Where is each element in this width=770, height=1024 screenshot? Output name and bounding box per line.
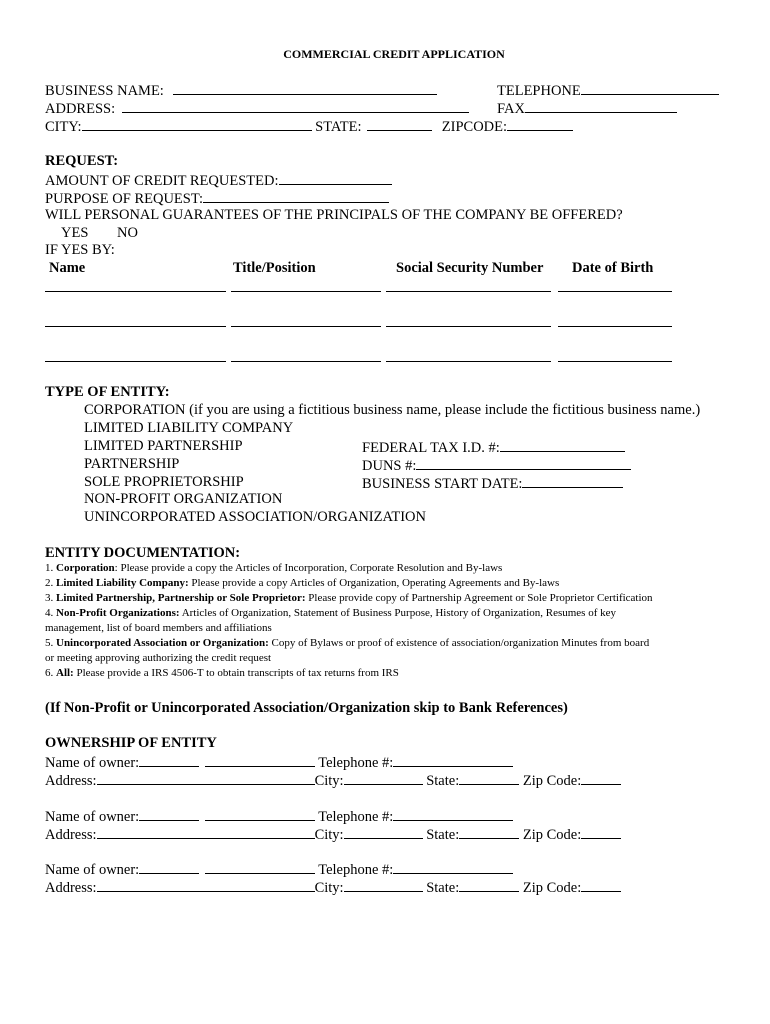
owner-name-label: Name of owner: xyxy=(45,755,140,771)
doc-item xyxy=(45,592,653,605)
owner-zip-label: Zip Code: xyxy=(522,773,582,789)
start-date-label: BUSINESS START DATE: xyxy=(362,476,523,492)
owner-city-label: City: xyxy=(314,773,344,789)
federal-tax-row xyxy=(362,438,625,457)
guarantor-name-line[interactable] xyxy=(45,291,226,292)
owner-address-field[interactable] xyxy=(97,825,315,839)
entity-type-sole-proprietorship[interactable]: SOLE PROPRIETORSHIP xyxy=(84,474,244,490)
doc-item-number: 2. xyxy=(45,577,56,589)
owner-state-label: State: xyxy=(426,880,460,896)
address-field[interactable] xyxy=(122,99,469,113)
state-label: STATE: xyxy=(315,119,362,135)
doc-item-label: Limited Partnership, Partnership or Sole Proprietor: xyxy=(56,592,306,604)
doc-item xyxy=(45,607,616,620)
owner-address-label: Address: xyxy=(45,773,97,789)
purpose-label: PURPOSE OF REQUEST: xyxy=(45,191,204,207)
doc-item-label: Limited Liability Company: xyxy=(56,577,189,589)
entity-type-non-profit[interactable]: NON-PROFIT ORGANIZATION xyxy=(84,491,283,507)
entity-type-heading: TYPE OF ENTITY: xyxy=(45,384,170,400)
credit-amount-row xyxy=(45,171,392,190)
telephone-row xyxy=(497,81,719,100)
owner-address-field[interactable] xyxy=(97,771,315,785)
owner-telephone-field[interactable] xyxy=(393,807,513,821)
zipcode-field[interactable] xyxy=(507,117,573,131)
guarantor-ssn-line[interactable] xyxy=(386,291,551,292)
guarantor-ssn-line[interactable] xyxy=(386,361,551,362)
col-name-header: Name xyxy=(49,260,86,276)
request-heading: REQUEST: xyxy=(45,153,119,169)
yes-option[interactable]: YES xyxy=(61,225,89,241)
owner-city-label: City: xyxy=(314,880,344,896)
doc-item-number: 4. xyxy=(45,607,56,619)
owner-zip-field[interactable] xyxy=(581,878,621,892)
duns-label: DUNS #: xyxy=(362,458,417,474)
owner-zip-field[interactable] xyxy=(581,825,621,839)
no-option[interactable]: NO xyxy=(117,225,138,241)
entity-type-unincorporated[interactable]: UNINCORPORATED ASSOCIATION/ORGANIZATION xyxy=(84,509,426,525)
address-row xyxy=(45,99,469,118)
owner-first-name-field[interactable] xyxy=(139,753,199,767)
purpose-field[interactable] xyxy=(203,189,389,203)
business-name-label: BUSINESS NAME: xyxy=(45,83,164,99)
address-label: ADDRESS: xyxy=(45,101,116,117)
doc-item-continuation: or meeting approving authorizing the credit request xyxy=(45,652,272,664)
col-dob-header: Date of Birth xyxy=(572,260,654,276)
owner-last-name-field[interactable] xyxy=(205,807,315,821)
owner-address-field[interactable] xyxy=(97,878,315,892)
doc-item-text: Please provide copy of Partnership Agreement or Sole Proprietor Certification xyxy=(305,592,653,604)
owner-address-row xyxy=(45,771,621,790)
guarantor-dob-line[interactable] xyxy=(558,326,672,327)
federal-tax-label: FEDERAL TAX I.D. #: xyxy=(362,440,500,456)
guarantor-dob-line[interactable] xyxy=(558,291,672,292)
business-name-field[interactable] xyxy=(173,81,437,95)
owner-state-label: State: xyxy=(426,773,460,789)
owner-address-label: Address: xyxy=(45,827,97,843)
entity-type-llc[interactable]: LIMITED LIABILITY COMPANY xyxy=(84,420,294,436)
city-row xyxy=(45,117,573,136)
ownership-heading: OWNERSHIP OF ENTITY xyxy=(45,735,217,751)
entity-type-partnership[interactable]: PARTNERSHIP xyxy=(84,456,180,472)
guarantee-question: WILL PERSONAL GUARANTEES OF THE PRINCIPALS OF THE COMPANY BE OFFERED? xyxy=(45,207,623,223)
owner-row xyxy=(45,807,513,826)
owner-address-row xyxy=(45,878,621,897)
owner-zip-field[interactable] xyxy=(581,771,621,785)
zipcode-label: ZIPCODE: xyxy=(441,119,508,135)
owner-address-row xyxy=(45,825,621,844)
owner-city-field[interactable] xyxy=(344,878,423,892)
doc-item-continuation: management, list of board members and affiliations xyxy=(45,622,272,634)
owner-zip-label: Zip Code: xyxy=(522,880,582,896)
owner-state-field[interactable] xyxy=(459,878,519,892)
doc-item xyxy=(45,562,502,575)
page-title: COMMERCIAL CREDIT APPLICATION xyxy=(283,47,505,61)
owner-telephone-field[interactable] xyxy=(393,753,513,767)
guarantor-ssn-line[interactable] xyxy=(386,326,551,327)
doc-item xyxy=(45,577,559,590)
owner-state-field[interactable] xyxy=(459,825,519,839)
owner-state-field[interactable] xyxy=(459,771,519,785)
start-date-field[interactable] xyxy=(522,474,623,488)
duns-field[interactable] xyxy=(416,456,631,470)
doc-item-number: 6. xyxy=(45,667,56,679)
owner-zip-label: Zip Code: xyxy=(522,827,582,843)
owner-last-name-field[interactable] xyxy=(205,753,315,767)
doc-item-text: Articles of Organization, Statement of Business Purpose, History of Organization, Resumes of key xyxy=(179,607,617,619)
telephone-label: TELEPHONE xyxy=(497,83,581,99)
owner-telephone-label: Telephone #: xyxy=(318,755,394,771)
fax-field[interactable] xyxy=(525,99,677,113)
doc-item-number: 5. xyxy=(45,637,56,649)
doc-item-text: Copy of Bylaws or proof of existence of association/organization Minutes from board xyxy=(268,637,650,649)
owner-state-label: State: xyxy=(426,827,460,843)
documentation-heading: ENTITY DOCUMENTATION: xyxy=(45,545,241,561)
city-label: CITY: xyxy=(45,119,82,135)
doc-item-text: Please provide a IRS 4506-T to obtain transcripts of tax returns from IRS xyxy=(73,667,399,679)
owner-row xyxy=(45,860,513,879)
guarantor-name-line[interactable] xyxy=(45,326,226,327)
doc-item xyxy=(45,637,649,650)
owner-telephone-label: Telephone #: xyxy=(318,862,394,878)
owner-last-name-field[interactable] xyxy=(205,860,315,874)
doc-item-label: Unincorporated Association or Organization: xyxy=(56,637,269,649)
credit-amount-field[interactable] xyxy=(279,171,392,185)
purpose-row xyxy=(45,189,389,208)
owner-city-field[interactable] xyxy=(344,771,423,785)
guarantor-name-line[interactable] xyxy=(45,361,226,362)
doc-item-number: 3. xyxy=(45,592,56,604)
guarantor-title-line[interactable] xyxy=(231,291,381,292)
doc-item-label: Non-Profit Organizations: xyxy=(56,607,180,619)
doc-item-label: All: xyxy=(56,667,74,679)
owner-city-label: City: xyxy=(314,827,344,843)
skip-note: (If Non-Profit or Unincorporated Association/Organization skip to Bank References) xyxy=(45,700,568,716)
credit-amount-label: AMOUNT OF CREDIT REQUESTED: xyxy=(45,173,279,189)
state-field[interactable] xyxy=(367,117,432,131)
doc-item xyxy=(45,667,399,680)
city-field[interactable] xyxy=(82,117,312,131)
guarantor-title-line[interactable] xyxy=(231,326,381,327)
owner-address-label: Address: xyxy=(45,880,97,896)
guarantor-dob-line[interactable] xyxy=(558,361,672,362)
start-date-row xyxy=(362,474,623,493)
guarantor-title-line[interactable] xyxy=(231,361,381,362)
owner-city-field[interactable] xyxy=(344,825,423,839)
doc-item-label: Corporation xyxy=(56,562,115,574)
owner-first-name-field[interactable] xyxy=(139,860,199,874)
owner-name-label: Name of owner: xyxy=(45,809,140,825)
duns-row xyxy=(362,456,631,475)
business-name-row xyxy=(45,81,437,100)
owner-first-name-field[interactable] xyxy=(139,807,199,821)
if-yes-label: IF YES BY: xyxy=(45,242,115,258)
owner-row xyxy=(45,753,513,772)
doc-item-text: Please provide a copy Articles of Organization, Operating Agreements and By-laws xyxy=(188,577,560,589)
owner-name-label: Name of owner: xyxy=(45,862,140,878)
entity-type-limited-partnership[interactable]: LIMITED PARTNERSHIP xyxy=(84,438,243,454)
owner-telephone-label: Telephone #: xyxy=(318,809,394,825)
doc-item-number: 1. xyxy=(45,562,56,574)
federal-tax-field[interactable] xyxy=(500,438,625,452)
col-ssn-header: Social Security Number xyxy=(396,260,544,276)
col-title-header: Title/Position xyxy=(233,260,316,276)
fax-label: FAX xyxy=(497,101,525,117)
doc-item-text: : Please provide a copy the Articles of Incorporation, Corporate Resolution and By-laws xyxy=(114,562,503,574)
owner-telephone-field[interactable] xyxy=(393,860,513,874)
telephone-field[interactable] xyxy=(581,81,719,95)
entity-type-corporation[interactable]: CORPORATION (if you are using a fictitious business name, please include the fictitious business name.) xyxy=(84,402,701,418)
fax-row xyxy=(497,99,677,118)
